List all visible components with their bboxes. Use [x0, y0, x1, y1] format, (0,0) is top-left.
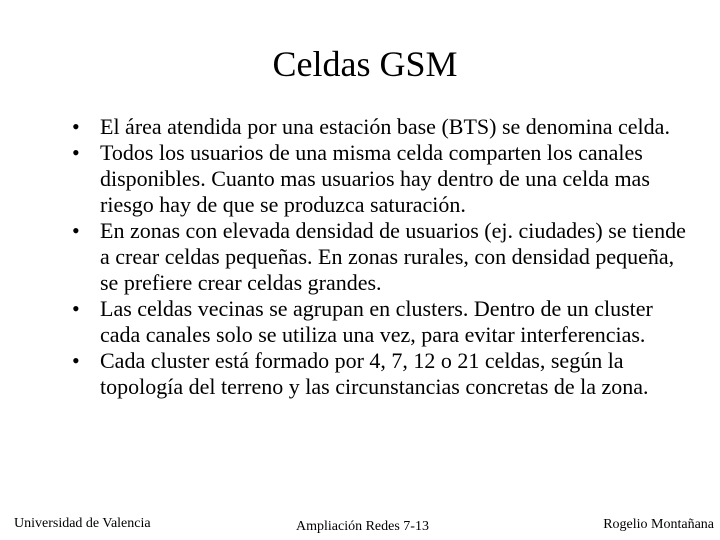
bullet-text: Todos los usuarios de una misma celda comparten los canales disponibles. Cuanto mas usuarios hay dentro de una celda mas riesgo hay de que se produzca saturación. — [100, 140, 650, 217]
bullet-item — [72, 348, 692, 400]
bullet-item — [72, 140, 692, 218]
bullet-icon: • — [72, 114, 80, 139]
bullet-item — [72, 114, 692, 140]
slide-title: Celdas GSM — [272, 44, 458, 84]
bullet-list — [72, 114, 692, 400]
footer-course: Ampliación Redes 7-13 — [296, 519, 429, 534]
bullet-icon: • — [72, 140, 80, 165]
bullet-icon: • — [72, 218, 80, 243]
bullet-text: El área atendida por una estación base (BTS) se denomina celda. — [100, 114, 670, 139]
footer-institution: Universidad de Valencia — [14, 516, 151, 531]
bullet-text: En zonas con elevada densidad de usuarios (ej. ciudades) se tiende a crear celdas pequeñas. En zonas rurales, con densidad pequeña, se prefiere crear celdas grandes. — [100, 218, 686, 295]
footer-author: Rogelio Montañana — [603, 517, 714, 532]
bullet-icon: • — [72, 348, 80, 373]
bullet-text: Cada cluster está formado por 4, 7, 12 o 21 celdas, según la topología del terreno y las circunstancias concretas de la zona. — [100, 348, 649, 399]
bullet-item — [72, 296, 692, 348]
bullet-icon: • — [72, 296, 80, 321]
bullet-text: Las celdas vecinas se agrupan en clusters. Dentro de un cluster cada canales solo se utiliza una vez, para evitar interferencias. — [100, 296, 653, 347]
bullet-item — [72, 218, 692, 296]
